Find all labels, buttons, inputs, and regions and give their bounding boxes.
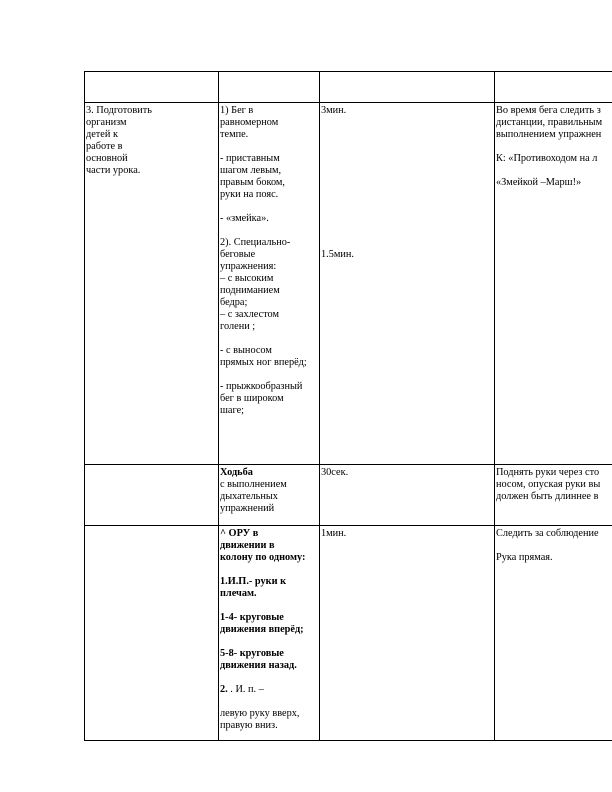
walking-notes-cell (495, 465, 612, 526)
oru-exercise: 1-4- круговые (220, 612, 284, 623)
jump-line: - прыжкообразный (220, 381, 303, 392)
lesson-plan-table (84, 71, 612, 741)
spacer (496, 165, 612, 177)
side-step-line: шагом левым, (220, 165, 282, 176)
oru-title: ^ ОРУ в (220, 528, 259, 539)
command-line: К: «Противоходом на л (496, 153, 598, 164)
oru-exercise: 5-8- круговые (220, 648, 284, 659)
running-line: равномерном (220, 117, 279, 128)
oru-ip1: 1.И.П.- руки к (220, 576, 287, 587)
side-step-line: руки на пояс. (220, 189, 279, 200)
spacer (220, 636, 318, 648)
spacer (220, 564, 318, 576)
walking-desc: упражнений (220, 503, 275, 514)
jump-line: шаге; (220, 405, 245, 416)
table-header-row (85, 72, 612, 103)
spacer (220, 225, 318, 237)
walking-cell (219, 465, 320, 526)
straight-legs-line: прямых ног вперёд; (220, 357, 307, 368)
special-line: голени ; (220, 321, 256, 332)
goal-cell-empty (85, 526, 219, 741)
walking-dosage-cell (320, 465, 495, 526)
oru-ip2-text: . И. п. – (227, 684, 264, 695)
spacer (496, 141, 612, 153)
note-line: Рука прямая. (496, 552, 553, 563)
spacer (220, 141, 318, 153)
oru-notes-cell (495, 526, 612, 741)
note-line: Поднять руки через сто (496, 467, 600, 478)
special-line: беговые (220, 249, 256, 260)
command-line: «Змейкой –Марш!» (496, 177, 582, 188)
side-step-line: - приставным (220, 153, 280, 164)
spacer (220, 201, 318, 213)
jump-line: бег в широком (220, 393, 284, 404)
goal-line: детей к (86, 129, 118, 140)
special-line: – с захлестом (220, 309, 280, 320)
goal-line: организм (86, 117, 127, 128)
special-line: подниманием (220, 285, 280, 296)
note-line: дистанции, правильным (496, 117, 603, 128)
header-cell-content (219, 72, 320, 103)
spacer (220, 369, 318, 381)
goal-cell (85, 103, 219, 465)
oru-exercise: движения назад. (220, 660, 297, 671)
notes-cell (495, 103, 612, 465)
special-line: 2). Специально- (220, 237, 291, 248)
oru-dosage-cell (320, 526, 495, 741)
running-line: темпе. (220, 129, 249, 140)
snake-line: - «змейка». (220, 213, 269, 224)
oru-ip2-line: левую руку вверх, (220, 708, 300, 719)
oru-title: колону по одному: (220, 552, 306, 563)
walking-desc: с выполнением (220, 479, 287, 490)
table-row-oru (85, 526, 612, 741)
note-line: носом, опуская руки вы (496, 479, 601, 490)
note-line: Во время бега следить з (496, 105, 601, 116)
header-cell-dosage (320, 72, 495, 103)
spacer (220, 696, 318, 708)
oru-exercise: движения вперёд; (220, 624, 304, 635)
straight-legs-line: - с выносом (220, 345, 272, 356)
dosage-value: 1.5мин. (321, 249, 354, 260)
oru-ip2-number: 2. (220, 684, 228, 695)
oru-ip2-line: правую вниз. (220, 720, 278, 731)
special-line: – с высоким (220, 273, 274, 284)
spacer (220, 600, 318, 612)
header-cell-notes (495, 72, 612, 103)
note-line: выполнением упражнен (496, 129, 602, 140)
special-line: бедра; (220, 297, 248, 308)
spacer (220, 333, 318, 345)
content-cell (219, 103, 320, 465)
spacer (321, 117, 493, 249)
note-line: должен быть длиннее в (496, 491, 599, 502)
running-line: 1) Бег в (220, 105, 254, 116)
dosage-value: 1мин. (321, 528, 347, 539)
oru-title: движении в (220, 540, 275, 551)
side-step-line: правым боком, (220, 177, 286, 188)
oru-ip1: плечам. (220, 588, 257, 599)
goal-line: части урока. (86, 165, 141, 176)
goal-line: 3. Подготовить (86, 105, 152, 116)
special-line: упражнения: (220, 261, 277, 272)
table-row-walking (85, 465, 612, 526)
goal-cell-empty (85, 465, 219, 526)
oru-ip2 (220, 684, 318, 696)
walking-title: Ходьба (220, 467, 253, 478)
table-row-preparation (85, 103, 612, 465)
goal-line: основной (86, 153, 128, 164)
spacer (496, 540, 612, 552)
spacer (220, 672, 318, 684)
walking-desc: дыхательных (220, 491, 278, 502)
header-cell-goal (85, 72, 219, 103)
goal-line: работе в (86, 141, 123, 152)
oru-cell (219, 526, 320, 741)
dosage-value: 30сек. (321, 467, 349, 478)
dosage-value: 3мин. (321, 105, 347, 116)
note-line: Следить за соблюдение (496, 528, 599, 539)
dosage-cell (320, 103, 495, 465)
